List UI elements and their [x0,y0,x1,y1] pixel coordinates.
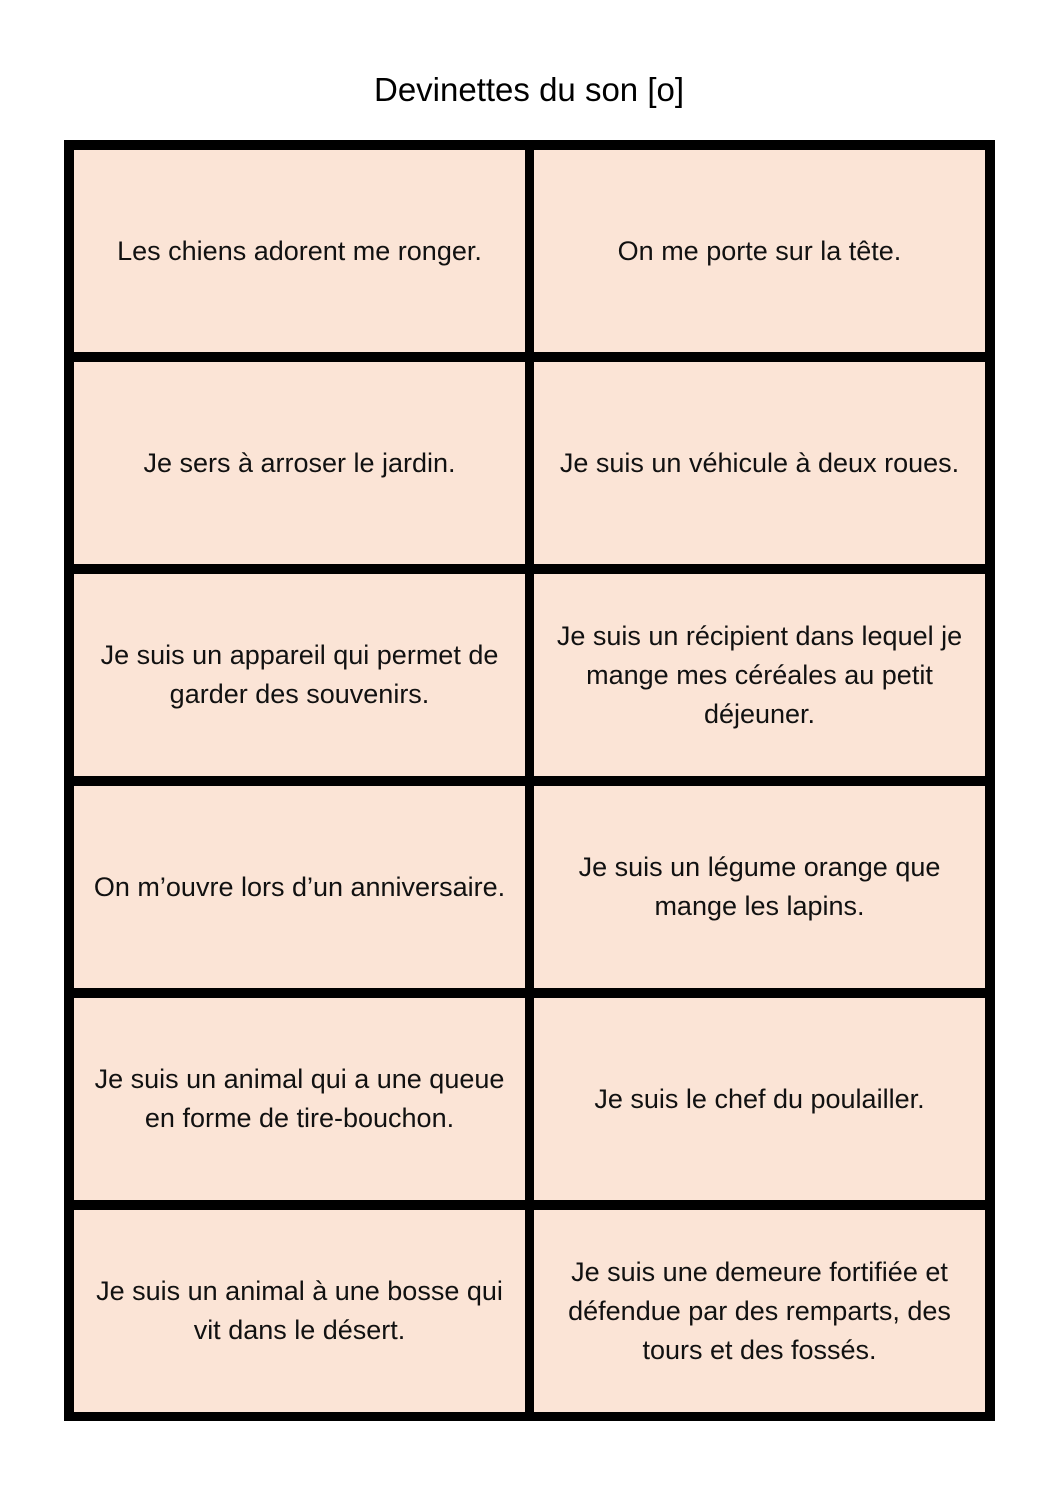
riddle-text: Je suis un récipient dans lequel je mange mes céréales au petit déjeuner. [556,620,963,729]
riddle-text: Je suis une demeure fortifiée et défendue par des remparts, des tours et des fossés. [568,1256,951,1365]
riddle-card [74,786,525,988]
riddle-text: On m’ouvre lors d’un anniversaire. [93,871,506,902]
riddle-card [534,574,985,776]
riddle-text: Les chiens adorent me ronger. [117,235,482,266]
riddle-text: Je suis un animal à une bosse qui vit dans le désert. [96,1276,503,1345]
riddle-card [534,998,985,1200]
riddle-card [74,362,525,564]
riddle-card [534,1210,985,1412]
page-title: Devinettes du son [o] [373,71,685,108]
riddle-text: Je suis un animal qui a une queue en forme de tire-bouchon. [94,1064,505,1133]
riddle-card-grid [64,140,995,1421]
riddle-text: Je suis un véhicule à deux roues. [559,447,960,478]
riddle-text: Je sers à arroser le jardin. [143,447,456,478]
riddle-text: Je suis un légume orange que mange les lapins. [578,852,941,921]
riddle-card [74,574,525,776]
riddle-text: Je suis un appareil qui permet de garder des souvenirs. [100,640,499,709]
riddle-text: On me porte sur la tête. [617,235,902,266]
riddle-card [534,362,985,564]
riddle-card [534,786,985,988]
riddle-card [74,1210,525,1412]
riddle-card [74,150,525,352]
riddle-card [534,150,985,352]
riddle-card [74,998,525,1200]
riddle-text: Je suis le chef du poulailler. [594,1083,925,1114]
